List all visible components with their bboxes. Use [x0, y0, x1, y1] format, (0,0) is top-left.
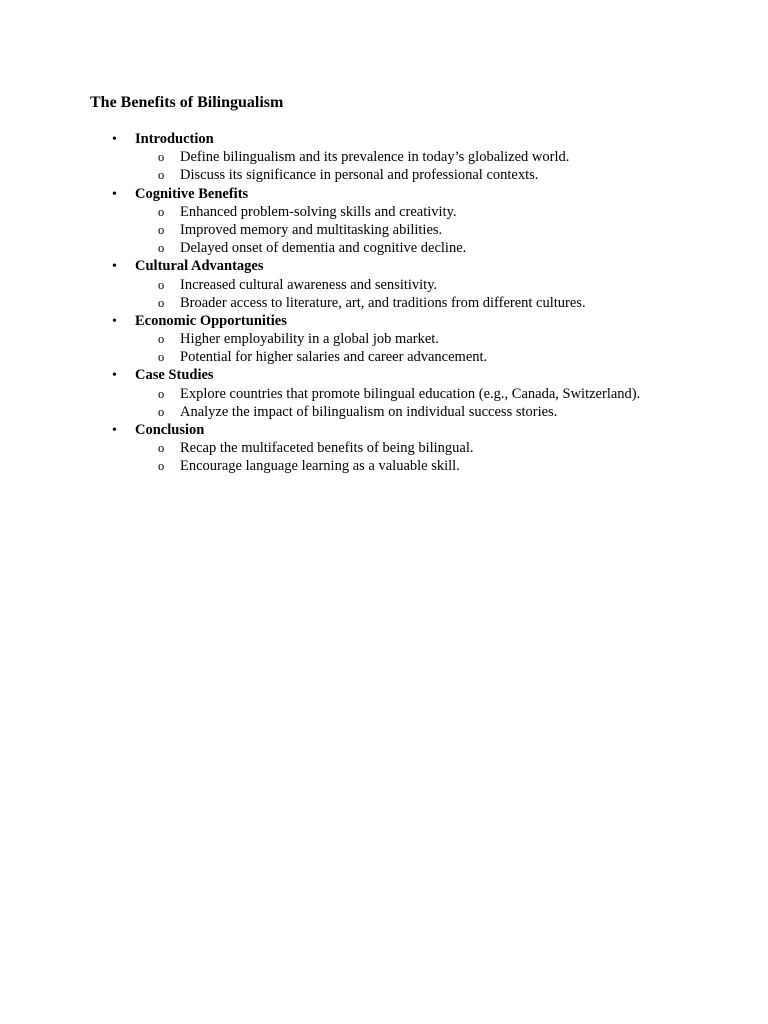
circle-bullet-icon: o: [158, 332, 165, 347]
bullet-icon: •: [112, 368, 117, 384]
circle-bullet-icon: o: [158, 277, 165, 292]
sub-point: [0, 294, 768, 312]
sub-point: [0, 348, 768, 366]
circle-bullet-icon: o: [158, 404, 165, 419]
bullet-icon: •: [112, 313, 117, 329]
section-heading-row: [0, 312, 768, 330]
sub-point-text: Higher employability in a global job market.: [180, 331, 439, 348]
circle-bullet-icon: o: [158, 204, 165, 219]
outline-section-introduction: [0, 130, 768, 185]
sub-point-text: Enhanced problem-solving skills and creativity.: [180, 203, 457, 220]
sub-point-text: Increased cultural awareness and sensitivity.: [180, 276, 438, 293]
circle-bullet-icon: o: [158, 222, 165, 237]
sub-point: [0, 221, 768, 239]
sub-point-list: [0, 276, 768, 312]
circle-bullet-icon: o: [158, 386, 165, 401]
sub-point: [0, 385, 768, 403]
section-heading: Case Studies: [135, 367, 214, 384]
section-heading-row: [0, 366, 768, 384]
outline-section-case-studies: [0, 366, 768, 421]
outline-section-economic-opportunities: [0, 312, 768, 367]
circle-bullet-icon: o: [158, 459, 165, 474]
sub-point-text: Define bilingualism and its prevalence in today’s globalized world.: [180, 149, 570, 166]
bullet-icon: •: [112, 132, 117, 147]
section-heading: Cognitive Benefits: [135, 185, 249, 202]
sub-point-list: [0, 385, 768, 421]
sub-point-text: Delayed onset of dementia and cognitive decline.: [180, 240, 467, 257]
sub-point: [0, 330, 768, 348]
sub-point-text: Potential for higher salaries and career advancement.: [180, 349, 488, 366]
sub-point-list: [0, 330, 768, 366]
sub-point: [0, 148, 768, 166]
section-heading: Introduction: [135, 131, 214, 147]
outline-section-cultural-advantages: [0, 257, 768, 312]
section-heading-row: [0, 130, 768, 148]
sub-point-text: Encourage language learning as a valuable skill.: [180, 458, 460, 475]
section-heading: Cultural Advantages: [135, 258, 264, 275]
sub-point: [0, 439, 768, 457]
sub-point: [0, 239, 768, 257]
sub-point-text: Explore countries that promote bilingual education (e.g., Canada, Switzerland).: [180, 385, 641, 402]
section-heading-row: [0, 421, 768, 439]
section-heading-row: [0, 257, 768, 275]
circle-bullet-icon: o: [158, 350, 165, 365]
sub-point-list: [0, 148, 768, 184]
section-heading: Conclusion: [135, 422, 205, 438]
outline-section-cognitive-benefits: [0, 185, 768, 258]
sub-point: [0, 203, 768, 221]
circle-bullet-icon: o: [158, 150, 165, 165]
sub-point-text: Improved memory and multitasking abilities.: [180, 221, 443, 238]
sub-point-list: [0, 439, 768, 475]
sub-point: [0, 166, 768, 184]
sub-point-text: Discuss its significance in personal and professional contexts.: [180, 167, 539, 184]
sub-point-text: Broader access to literature, art, and traditions from different cultures.: [180, 294, 586, 311]
sub-point-list: [0, 203, 768, 258]
sub-point: [0, 457, 768, 475]
sub-point: [0, 403, 768, 421]
sub-point-text: Analyze the impact of bilingualism on individual success stories.: [180, 403, 558, 420]
circle-bullet-icon: o: [158, 241, 165, 256]
outline-list: [0, 130, 768, 476]
circle-bullet-icon: o: [158, 441, 165, 456]
section-heading-row: [0, 185, 768, 203]
section-heading: Economic Opportunities: [135, 312, 287, 329]
document-title: The Benefits of Bilingualism: [90, 94, 284, 111]
outline-section-conclusion: [0, 421, 768, 476]
sub-point-text: Recap the multifaceted benefits of being bilingual.: [180, 440, 474, 457]
bullet-icon: •: [112, 423, 117, 438]
circle-bullet-icon: o: [158, 295, 165, 310]
bullet-icon: •: [112, 259, 117, 275]
bullet-icon: •: [112, 186, 117, 202]
sub-point: [0, 276, 768, 294]
circle-bullet-icon: o: [158, 168, 165, 183]
